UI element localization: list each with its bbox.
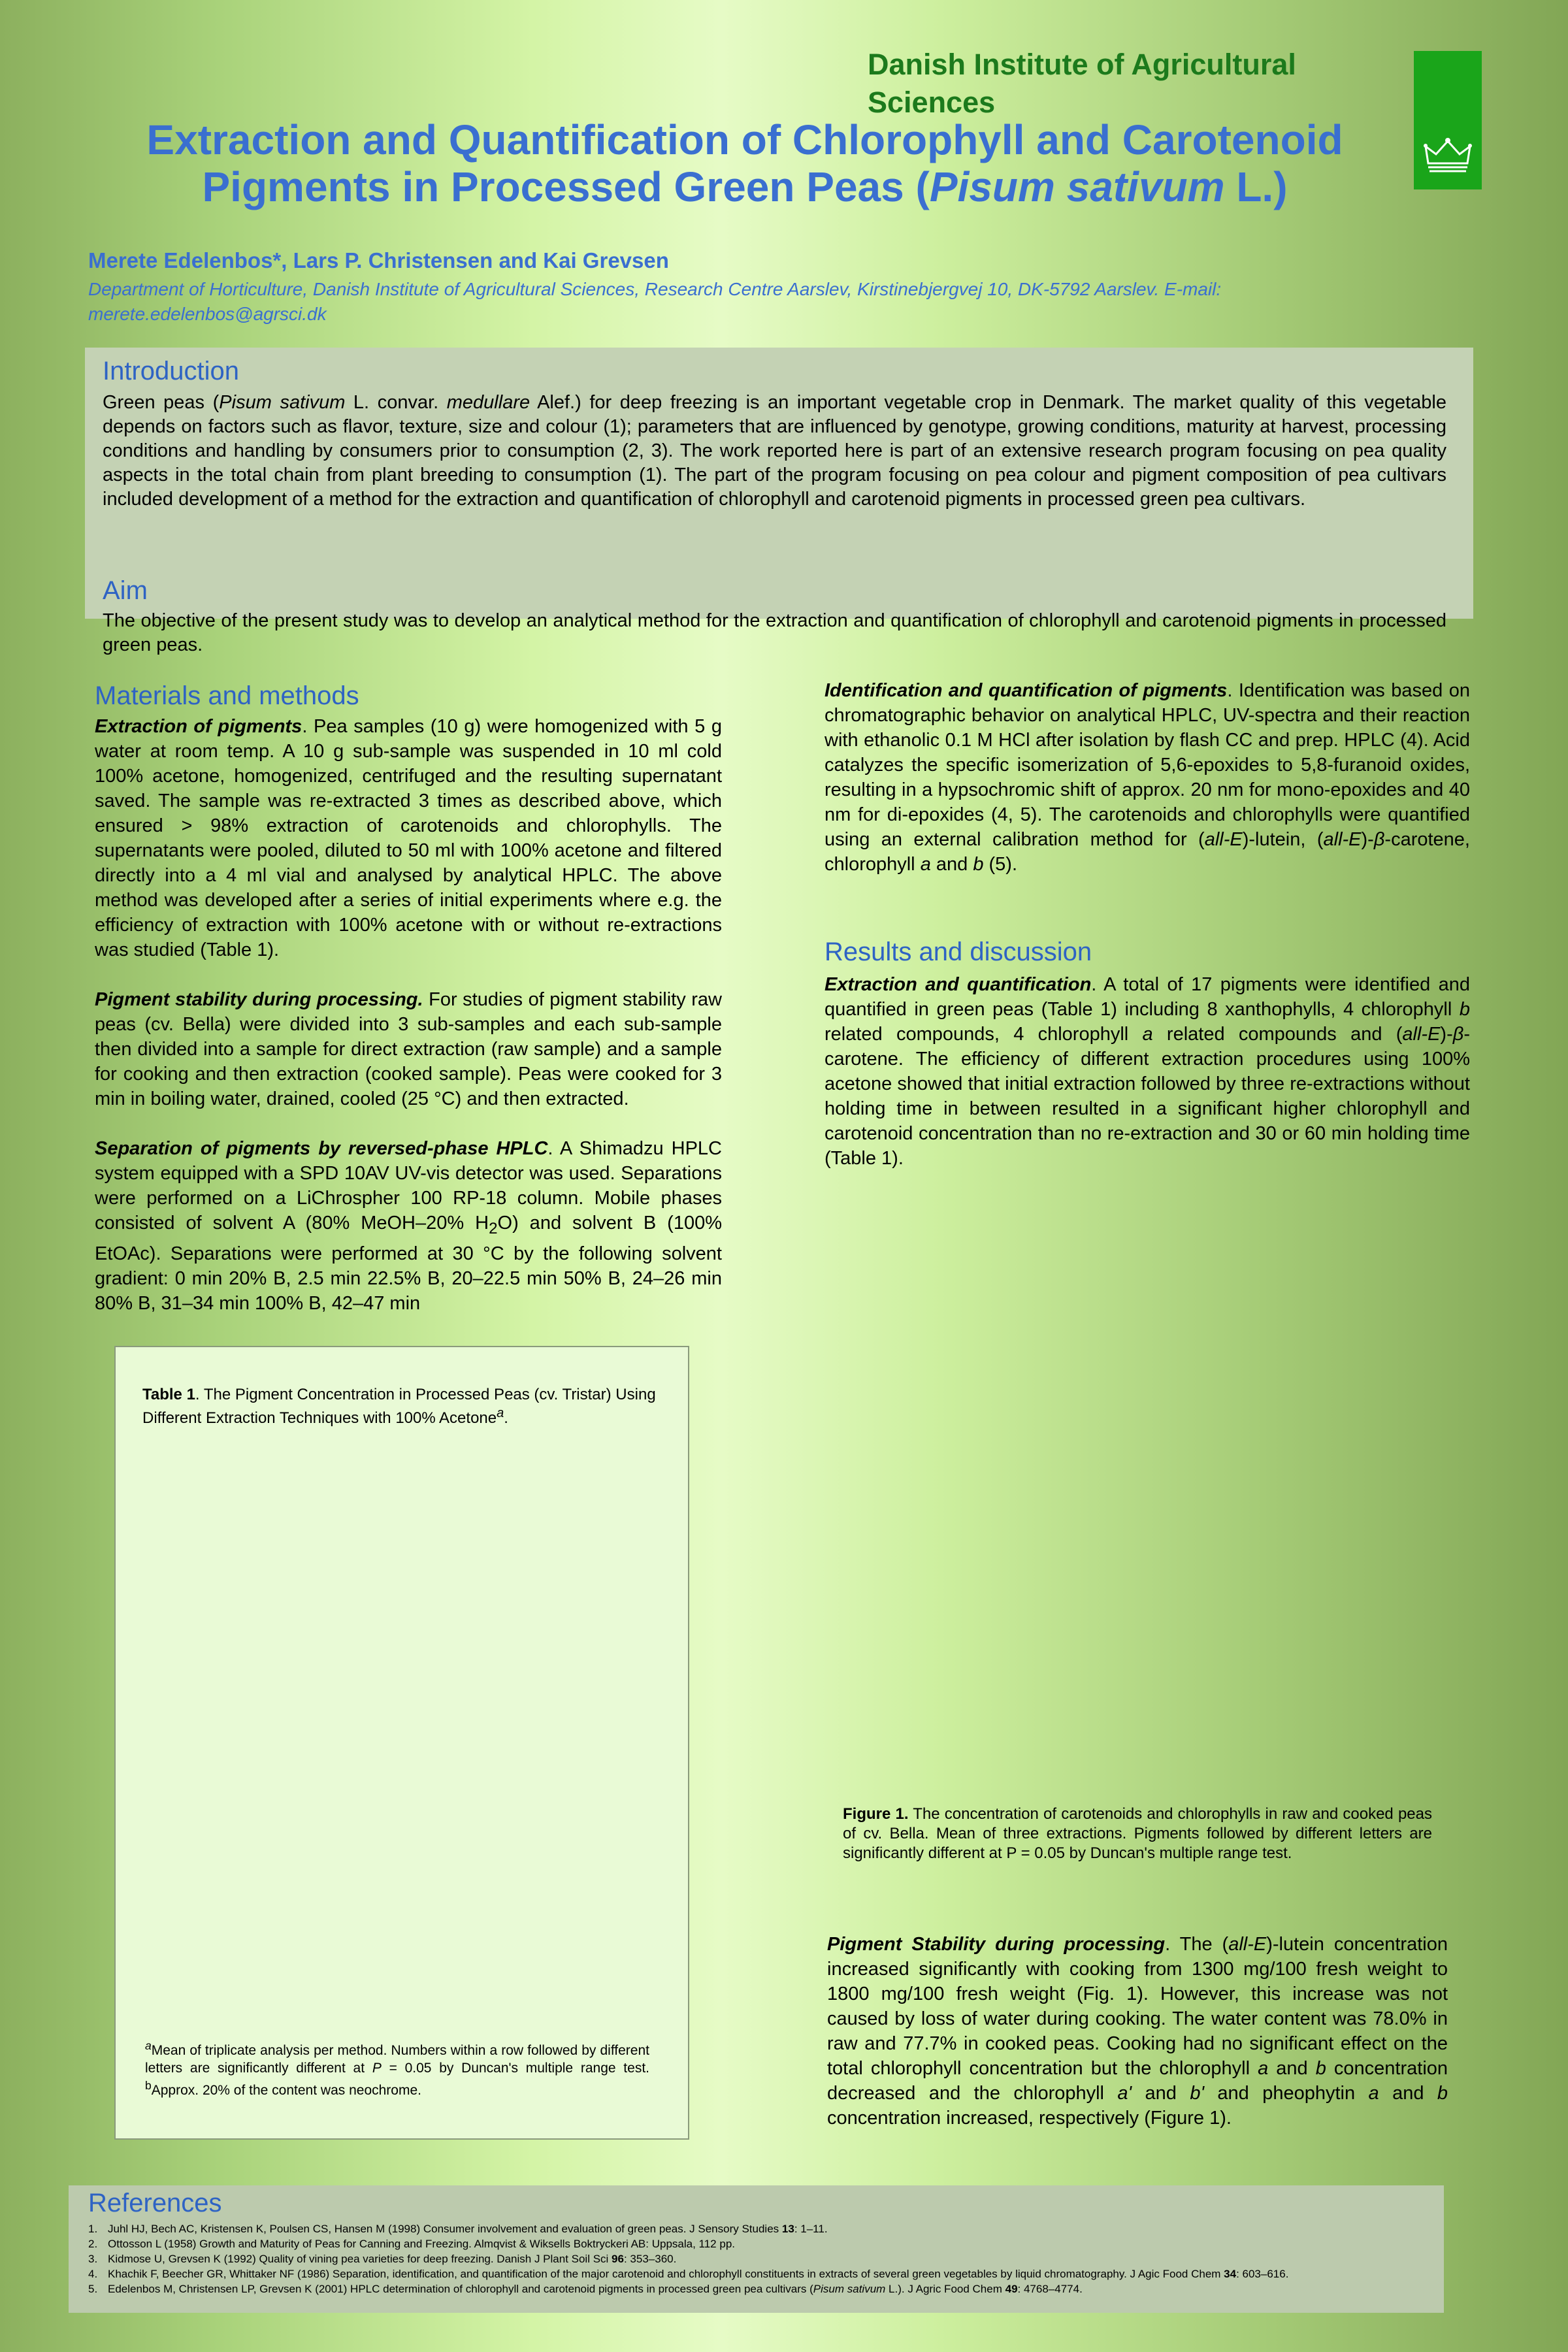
ref-2-num: 2. <box>88 2238 98 2250</box>
results-text <box>825 972 1470 1171</box>
res-t1: . A total of 17 pigments were identified and quantified in green peas (Table 1) including 8 xanthophylls, 4 chlorophyll <box>825 974 1470 1020</box>
footnote-t3: Approx. 20% of the content was neochrome. <box>151 2083 421 2098</box>
ref-3-num: 3. <box>88 2253 98 2265</box>
stab-t5: and <box>1132 2083 1190 2104</box>
references-list <box>88 2221 1434 2296</box>
methods-extraction-title: Extraction of pigments <box>95 716 302 737</box>
stab-a3: a <box>1368 2083 1379 2104</box>
res-beta: β <box>1452 1024 1464 1045</box>
id-t4: -carotene, chlorophyll <box>825 829 1470 875</box>
id-t1: . Identification was based on chromatographic behavior on analytical HPLC, UV-spectra and their reaction with ethanolic 0.1 M HCl after isolation by flash CC and prep. HPLC (4). Acid catalyzes the specific isomerization of 5,6-epoxides to 5,8-furanoid oxides, resulting in a hypsochromic shift of approx. 20 nm for mono-epoxides and 40 nm for di-epoxides (4, 5). The carotenoids and chlorophylls were quantified using an external calibration method for ( <box>825 680 1470 850</box>
intro-species: Pisum sativum <box>219 392 346 413</box>
institute-name: Danish Institute of Agricultural Sciences <box>868 48 1296 119</box>
stab-a: a <box>1258 2058 1269 2079</box>
ref-5-num: 5. <box>88 2283 98 2295</box>
id-allE-1: all-E <box>1204 829 1243 850</box>
methods-hplc <box>95 1136 722 1316</box>
table-1-caption-sup: a <box>497 1406 504 1420</box>
id-beta: β <box>1373 829 1385 850</box>
stab-t7: and <box>1379 2083 1437 2104</box>
introduction-heading: Introduction <box>103 357 240 385</box>
reference-item <box>88 2221 1434 2236</box>
identification-title: Identification and quantification of pigments <box>825 680 1228 701</box>
stab-t4: concentration decreased and the chlorophyll <box>827 2058 1448 2104</box>
ref-4-text: Khachik F, Beecher GR, Whittaker NF (1986) Separation, identification, and quantification of the major carotenoid and chlorophyll constituents in extracts of several green vegetables by liquid chromatography. J Agic Food Chem <box>108 2268 1224 2280</box>
ref-3-text: Kidmose U, Grevsen K (1992) Quality of vining pea varieties for deep freezing. Danish J Plant Soil Sci <box>108 2253 612 2265</box>
stab-b3: b <box>1437 2083 1448 2104</box>
table-1-label: Table 1 <box>142 1386 195 1403</box>
ref-3-pages: : 353–360. <box>623 2253 677 2265</box>
id-a: a <box>920 854 931 875</box>
ref-1-text: Juhl HJ, Bech AC, Kristensen K, Poulsen CS, Hansen M (1998) Consumer involvement and evaluation of green peas. J Sensory Studies <box>108 2223 782 2235</box>
id-t3: )- <box>1361 829 1374 850</box>
stab-b: b <box>1315 2058 1326 2079</box>
table-1-caption-text: . The Pigment Concentration in Processed Peas (cv. Tristar) Using Different Extraction Techniques with 100% Acetone <box>142 1386 656 1427</box>
stab-b2: b' <box>1190 2083 1204 2104</box>
footnote-t1: Mean of triplicate analysis per method. Numbers within a row followed by different letters are significantly different at <box>145 2043 649 2076</box>
ref-1-vol: 13 <box>781 2223 794 2235</box>
authors: Merete Edelenbos*, Lars P. Christensen and Kai Grevsen <box>88 248 669 272</box>
ref-5-pages: : 4768–4774. <box>1017 2283 1083 2295</box>
ref-5-vol: 49 <box>1005 2283 1018 2295</box>
methods-extraction-body: . Pea samples (10 g) were homogenized with 5 g water at room temp. A 10 g sub-sample was suspended in 10 ml cold 100% acetone, homogenized, centrifuged and the resulting supernatant saved. The sample was re-extracted 3 times as described above, which ensured > 98% extraction of carotenoids and chlorophylls. The supernatants were pooled, diluted to 50 ml with 100% acetone and filtered directly into a 4 ml vial and analysed by analytical HPLC. The above method was developed after a series of initial experiments where e.g. the efficiency of extraction with 100% acetone with or without re-extractions was studied (Table 1). <box>95 716 723 960</box>
stab-t2: )-lutein concentration increased significantly with cooking from 1300 mg/100 fresh weight to 1800 mg/100 fresh weight (Fig. 1). However, this increase was not caused by loss of water during cooking. The water content was 78.0% in raw and 77.7% in cooked peas. Cooking had no significant effect on the total chlorophyll concentration but the chlorophyll <box>827 1934 1448 2079</box>
footnote-sup-a: a <box>145 2039 152 2052</box>
ref-5-journal: L.). J Agric Food Chem <box>885 2283 1005 2295</box>
reference-item <box>88 2266 1434 2281</box>
table-1-caption-end: . <box>504 1409 508 1427</box>
reference-item <box>88 2281 1434 2296</box>
res-t5: -carotene. The efficiency of different extraction procedures using 100% acetone showed that initial extraction followed by three re-extractions without holding time in between resulted in a significant higher chlorophyll and carotenoid concentration than no re-extraction and 30 or 60 min holding time (Table 1). <box>825 1024 1470 1169</box>
id-t5: and <box>930 854 973 875</box>
methods-stability-title: Pigment stability during processing. <box>95 989 423 1010</box>
intro-convar: medullare <box>446 392 531 413</box>
id-t2: )-lutein, ( <box>1242 829 1324 850</box>
table-1-panel <box>114 1346 689 2140</box>
crown-icon <box>1423 137 1473 174</box>
stab-t1: . The ( <box>1165 1934 1229 1955</box>
reference-item <box>88 2236 1434 2251</box>
references-heading: References <box>88 2189 222 2217</box>
stab-t3: and <box>1268 2058 1316 2079</box>
title-species: Pisum sativum <box>929 163 1225 210</box>
res-a: a <box>1142 1024 1153 1045</box>
results-title: Extraction and quantification <box>825 974 1092 995</box>
aim-heading: Aim <box>103 576 148 605</box>
ref-1-pages: : 1–11. <box>794 2223 828 2235</box>
identification-paragraph <box>825 678 1470 877</box>
ref-3-vol: 96 <box>612 2253 624 2265</box>
introduction-text <box>103 391 1446 512</box>
intro-t1: Green peas ( <box>103 392 220 413</box>
ref-4-num: 4. <box>88 2268 98 2280</box>
methods-stability <box>95 987 722 1111</box>
methods-hplc-body-b: O) and solvent B (100% EtOAc). Separations were performed at 30 °C by the following solvent gradient: 0 min 20% B, 2.5 min 22.5% B, 20–22.5 min 50% B, 24–26 min 80% B, 31–34 min 100% B, 42–47 min <box>95 1213 722 1314</box>
ref-4-vol: 34 <box>1224 2268 1237 2280</box>
footnote-sup-b: b <box>145 2079 152 2092</box>
stab-a2: a' <box>1117 2083 1132 2104</box>
aim-text: The objective of the present study was to develop an analytical method for the extraction and quantification of chlorophyll and carotenoid pigments in processed green peas. <box>103 610 1446 655</box>
res-b: b <box>1459 999 1470 1020</box>
title-line-2 <box>78 163 1411 210</box>
methods-hplc-title: Separation of pigments by reversed-phase HPLC <box>95 1138 548 1159</box>
table-1-footnote <box>145 2037 649 2099</box>
res-t3: related compounds and ( <box>1152 1024 1403 1045</box>
affiliation: Department of Horticulture, Danish Institute of Agricultural Sciences, Research Centre Aarslev, Kirstinebjergvej 10, DK-5792 Aarslev. E-mail: merete.edelenbos@agrsci.dk <box>88 279 1222 324</box>
methods-heading: Materials and methods <box>95 681 359 710</box>
stab-allE: all-E <box>1228 1934 1267 1955</box>
identification-text <box>825 678 1470 902</box>
figure-1-label: Figure 1. <box>843 1805 909 1823</box>
results-heading: Results and discussion <box>825 938 1092 966</box>
res-allE: all-E <box>1402 1024 1441 1045</box>
id-b: b <box>973 854 984 875</box>
methods-hplc-sub: 2 <box>489 1219 498 1237</box>
poster-title <box>78 116 1411 210</box>
ref-1-num: 1. <box>88 2223 98 2235</box>
res-t2: related compounds, 4 chlorophyll <box>825 1024 1143 1045</box>
intro-t3: L. convar. <box>345 392 447 413</box>
ref-2-text: Ottosson L (1958) Growth and Maturity of Peas for Canning and Freezing. Almqvist & Wiksells Boktryckeri AB: Uppsala, 112 pp. <box>108 2238 735 2250</box>
stability-text <box>827 1932 1448 2131</box>
title-text: Pigments in Processed Green Peas ( <box>202 163 930 210</box>
figure-1-caption-text: The concentration of carotenoids and chlorophylls in raw and cooked peas of cv. Bella. Mean of three extractions. Pigments followed by different letters are significantly different at P = 0.05 by Duncan's multiple range test. <box>843 1805 1432 1862</box>
res-t4: )- <box>1440 1024 1453 1045</box>
ref-5-species: Pisum sativum <box>813 2283 886 2295</box>
methods-hplc-body-a: . A Shimadzu HPLC system equipped with a SPD 10AV UV-vis detector was used. Separations were performed on a LiChrospher 100 RP-18 column. Mobile phases consisted of solvent A (80% MeOH–20% H <box>95 1138 722 1233</box>
ref-4-pages: : 603–616. <box>1236 2268 1289 2280</box>
footnote-t2: = 0.05 by Duncan's multiple range test. <box>381 2061 649 2076</box>
methods-extraction <box>95 714 722 962</box>
title-line-1: Extraction and Quantification of Chlorophyll and Carotenoid <box>146 116 1343 163</box>
stab-t6: and pheophytin <box>1203 2083 1369 2104</box>
reference-item <box>88 2251 1434 2266</box>
intro-t5: Alef.) for deep freezing is an important vegetable crop in Denmark. The market quality of this vegetable depends on factors such as flavor, texture, size and colour (1); parameters that are influenced by genotype, growing conditions, maturity at harvest, processing conditions and handling by consumers prior to consumption (2, 3). The work reported here is part of an extensive research program focusing on pea quality aspects in the total chain from plant breeding to consumption (1). The part of the program focusing on pea colour and pigment composition of pea cultivars included development of a method for the extraction and quantification of chlorophyll and carotenoid pigments in processed green pea cultivars. <box>103 392 1446 510</box>
id-allE-2: all-E <box>1323 829 1362 850</box>
footnote-p: P <box>372 2061 382 2076</box>
title-text-end: L.) <box>1224 163 1288 210</box>
methods-stability-body: For studies of pigment stability raw peas (cv. Bella) were divided into 3 sub-samples and each sub-sample then divided into a sample for direct extraction (raw sample) and a sample for cooking and then extraction (cooked sample). Peas were cooked for 3 min in boiling water, drained, cooled (25 °C) and then extracted. <box>95 989 722 1109</box>
institute-logo <box>1414 51 1482 189</box>
methods-text <box>95 714 722 1341</box>
id-t6: (5). <box>983 854 1018 875</box>
stab-t8: concentration increased, respectively (Figure 1). <box>827 2108 1232 2129</box>
table-1-caption <box>142 1385 665 1428</box>
ref-5-text: Edelenbos M, Christensen LP, Grevsen K (2001) HPLC determination of chlorophyll and carotenoid pigments in processed green pea cultivars ( <box>108 2283 813 2295</box>
figure-1-caption <box>843 1805 1432 1863</box>
stability-title: Pigment Stability during processing <box>827 1934 1166 1955</box>
